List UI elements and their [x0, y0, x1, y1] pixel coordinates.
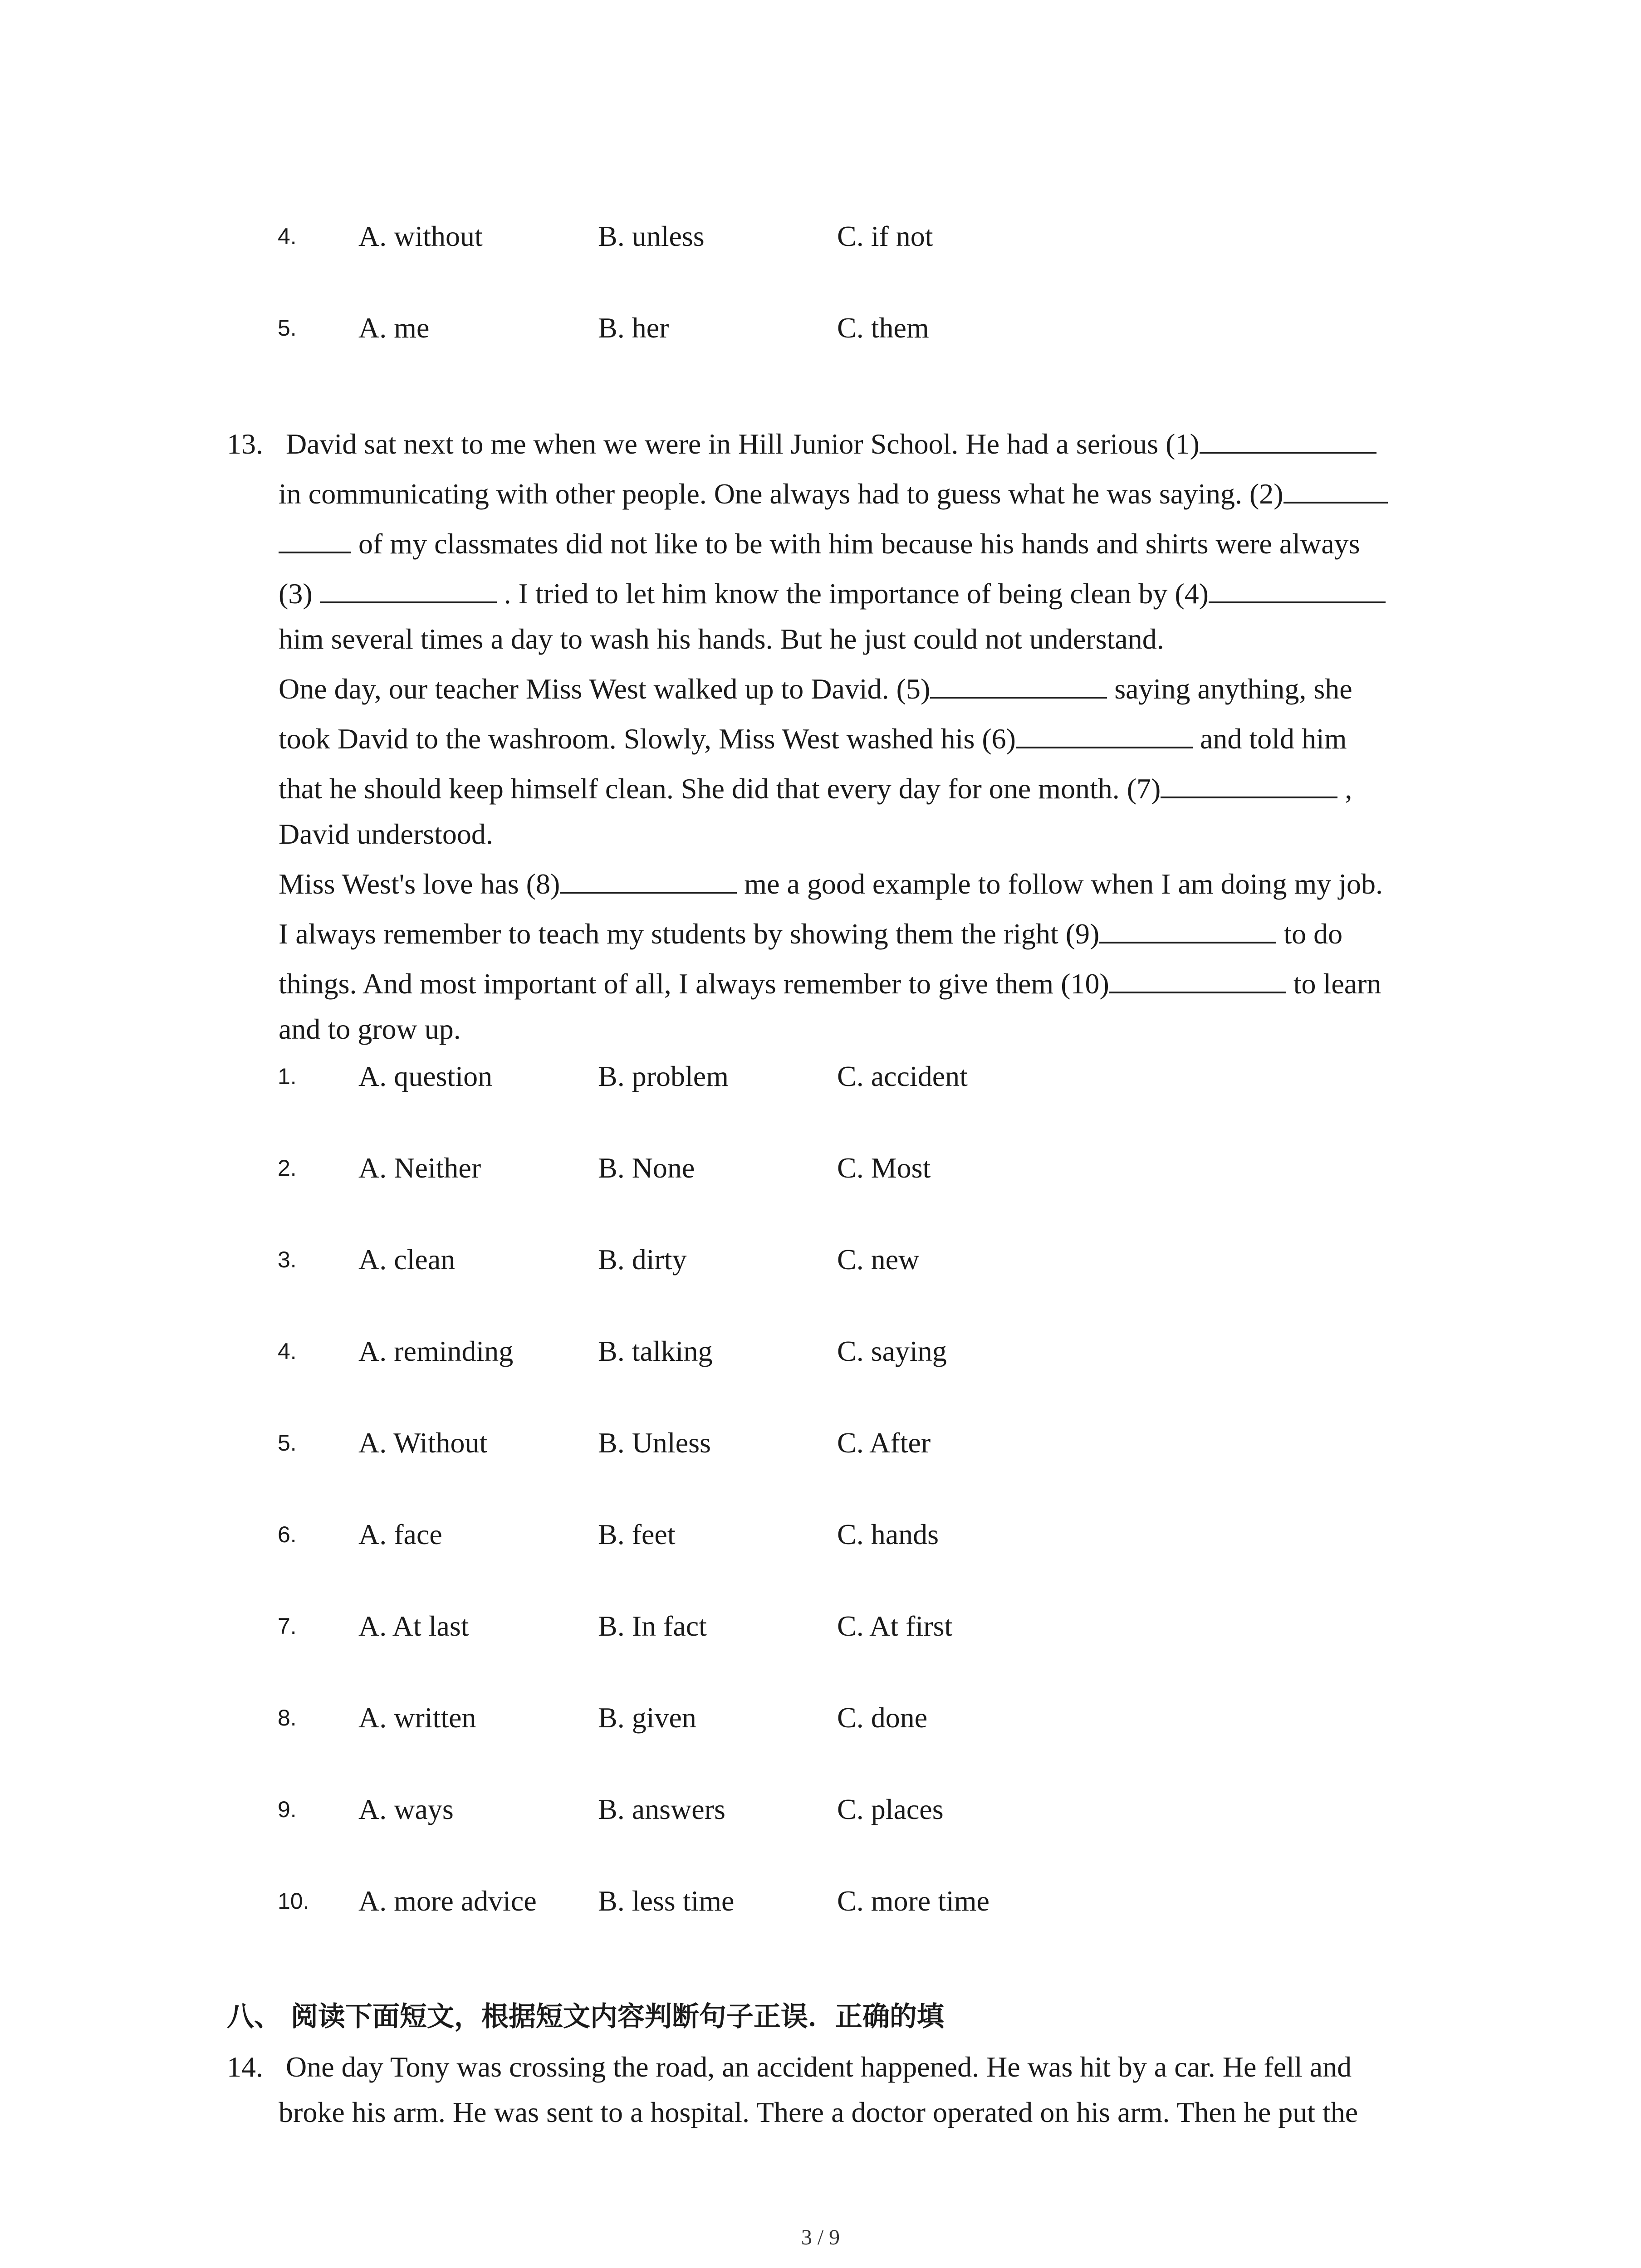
option-c: C. hands	[837, 1518, 939, 1550]
q14-line-2: broke his arm. He was sent to a hospital. There a doctor operated on his arm. Then he put the	[279, 2096, 1358, 2128]
passage-text: and told him	[1192, 723, 1347, 755]
option-a: A. Neither	[358, 1152, 481, 1184]
option-number: 4.	[278, 224, 297, 249]
option-a: A. without	[358, 220, 483, 252]
option-a: A. reminding	[358, 1335, 514, 1367]
option-number: 7.	[278, 1613, 297, 1639]
option-b: B. less time	[598, 1885, 735, 1917]
option-b: B. In fact	[598, 1610, 707, 1642]
option-c: C. Most	[837, 1152, 931, 1184]
option-c: C. saying	[837, 1335, 947, 1367]
passage-line-7	[279, 722, 1347, 756]
passage-text: me a good example to follow when I am doing my job.	[737, 868, 1383, 900]
blank-2-cont[interactable]	[279, 527, 351, 553]
option-c: C. accident	[837, 1060, 968, 1092]
option-a: A. Without	[358, 1427, 488, 1459]
option-c: C. more time	[837, 1885, 989, 1917]
option-row-2	[0, 1151, 1641, 1206]
option-number: 6.	[278, 1522, 297, 1547]
option-b: B. answers	[598, 1793, 725, 1825]
option-number: 4.	[278, 1339, 297, 1364]
option-number: 5.	[278, 315, 297, 341]
section-heading: 八、 阅读下面短文，根据短文内容判断句子正误．正确的填	[227, 2001, 944, 2033]
passage-line-5	[279, 622, 1164, 656]
blank-10[interactable]	[1109, 967, 1286, 993]
option-b: B. her	[598, 312, 669, 344]
passage-text: One day, our teacher Miss West walked up to David. (5)	[279, 673, 931, 705]
passage-line-9	[279, 817, 493, 851]
option-row-10	[0, 1884, 1641, 1939]
option-number: 5.	[278, 1430, 297, 1456]
passage-line-3	[279, 527, 1360, 561]
passage-text: to learn	[1286, 968, 1381, 1000]
blank-7[interactable]	[1161, 772, 1337, 798]
blank-2[interactable]	[1283, 477, 1388, 503]
option-a: A. me	[358, 312, 430, 344]
option-number: 8.	[278, 1705, 297, 1730]
passage-text: and to grow up.	[279, 1013, 461, 1045]
passage-line-6	[279, 672, 1352, 706]
option-row-6	[0, 1518, 1641, 1572]
passage-text: . I tried to let him know the importance of being clean by (4)	[496, 577, 1209, 610]
option-row-7	[0, 1609, 1641, 1664]
option-b: B. None	[598, 1152, 695, 1184]
passage-line-10	[279, 867, 1383, 901]
option-c: C. new	[837, 1243, 920, 1276]
option-row-q12-5	[0, 311, 1641, 366]
option-b: B. problem	[598, 1060, 729, 1092]
option-row-3	[0, 1243, 1641, 1297]
passage-line-2	[279, 477, 1388, 511]
blank-9[interactable]	[1099, 917, 1276, 943]
option-a: A. face	[358, 1518, 442, 1550]
question-number-14: 14.	[227, 2051, 263, 2083]
option-b: B. given	[598, 1701, 696, 1734]
passage-text: David understood.	[279, 818, 493, 850]
option-c: C. them	[837, 312, 929, 344]
option-c: C. places	[837, 1793, 944, 1825]
passage-text: in communicating with other people. One always had to guess what he was saying. (2)	[279, 478, 1283, 510]
option-row-1	[0, 1060, 1641, 1114]
option-row-q12-4	[0, 220, 1641, 274]
option-b: B. Unless	[598, 1427, 711, 1459]
option-row-9	[0, 1793, 1641, 1847]
blank-6[interactable]	[1016, 722, 1193, 748]
passage-text: David sat next to me when we were in Hill Junior School. He had a serious (1)	[286, 428, 1200, 460]
passage-line-11	[279, 917, 1342, 951]
option-number: 3.	[278, 1247, 297, 1272]
blank-1[interactable]	[1200, 427, 1376, 454]
passage-line-4	[279, 577, 1386, 611]
passage-text: I always remember to teach my students by showing them the right (9)	[279, 918, 1100, 950]
option-a: A. question	[358, 1060, 493, 1092]
page-number: 3 / 9	[801, 2225, 840, 2249]
option-c: C. After	[837, 1427, 931, 1459]
option-b: B. dirty	[598, 1243, 687, 1276]
option-a: A. more advice	[358, 1885, 537, 1917]
blank-4[interactable]	[1209, 577, 1386, 603]
passage-text: ,	[1337, 772, 1352, 805]
option-row-5	[0, 1426, 1641, 1481]
passage-text: Miss West's love has (8)	[279, 868, 560, 900]
option-c: C. At first	[837, 1610, 953, 1642]
passage-text: that he should keep himself clean. She did that every day for one month. (7)	[279, 772, 1161, 805]
option-number: 9.	[278, 1797, 297, 1822]
passage-text: (3)	[279, 577, 320, 610]
passage-text: saying anything, she	[1107, 673, 1352, 705]
passage-line-8	[279, 772, 1352, 806]
blank-5[interactable]	[930, 672, 1107, 699]
option-a: A. ways	[358, 1793, 454, 1825]
passage-text: of my classmates did not like to be with him because his hands and shirts were always	[351, 528, 1360, 560]
passage-text: things. And most important of all, I always remember to give them (10)	[279, 968, 1109, 1000]
option-b: B. feet	[598, 1518, 676, 1550]
option-b: B. talking	[598, 1335, 713, 1367]
option-number: 10.	[278, 1888, 309, 1914]
blank-8[interactable]	[560, 867, 737, 894]
passage-text: to do	[1276, 918, 1343, 950]
option-a: A. At last	[358, 1610, 469, 1642]
option-a: A. written	[358, 1701, 476, 1734]
q14-line-1: One day Tony was crossing the road, an accident happened. He was hit by a car. He fell and	[286, 2051, 1352, 2083]
option-number: 2.	[278, 1155, 297, 1181]
passage-line-12	[279, 967, 1381, 1001]
question-number-13: 13.	[227, 428, 263, 460]
option-b: B. unless	[598, 220, 705, 252]
option-number: 1.	[278, 1064, 297, 1089]
option-a: A. clean	[358, 1243, 456, 1276]
passage-line-1	[286, 427, 1376, 461]
option-row-8	[0, 1701, 1641, 1755]
passage-line-13	[279, 1012, 461, 1046]
blank-3[interactable]	[320, 577, 497, 603]
passage-text: him several times a day to wash his hands. But he just could not understand.	[279, 623, 1164, 655]
option-c: C. if not	[837, 220, 933, 252]
option-c: C. done	[837, 1701, 928, 1734]
option-row-4	[0, 1334, 1641, 1389]
passage-text: took David to the washroom. Slowly, Miss West washed his (6)	[279, 723, 1016, 755]
